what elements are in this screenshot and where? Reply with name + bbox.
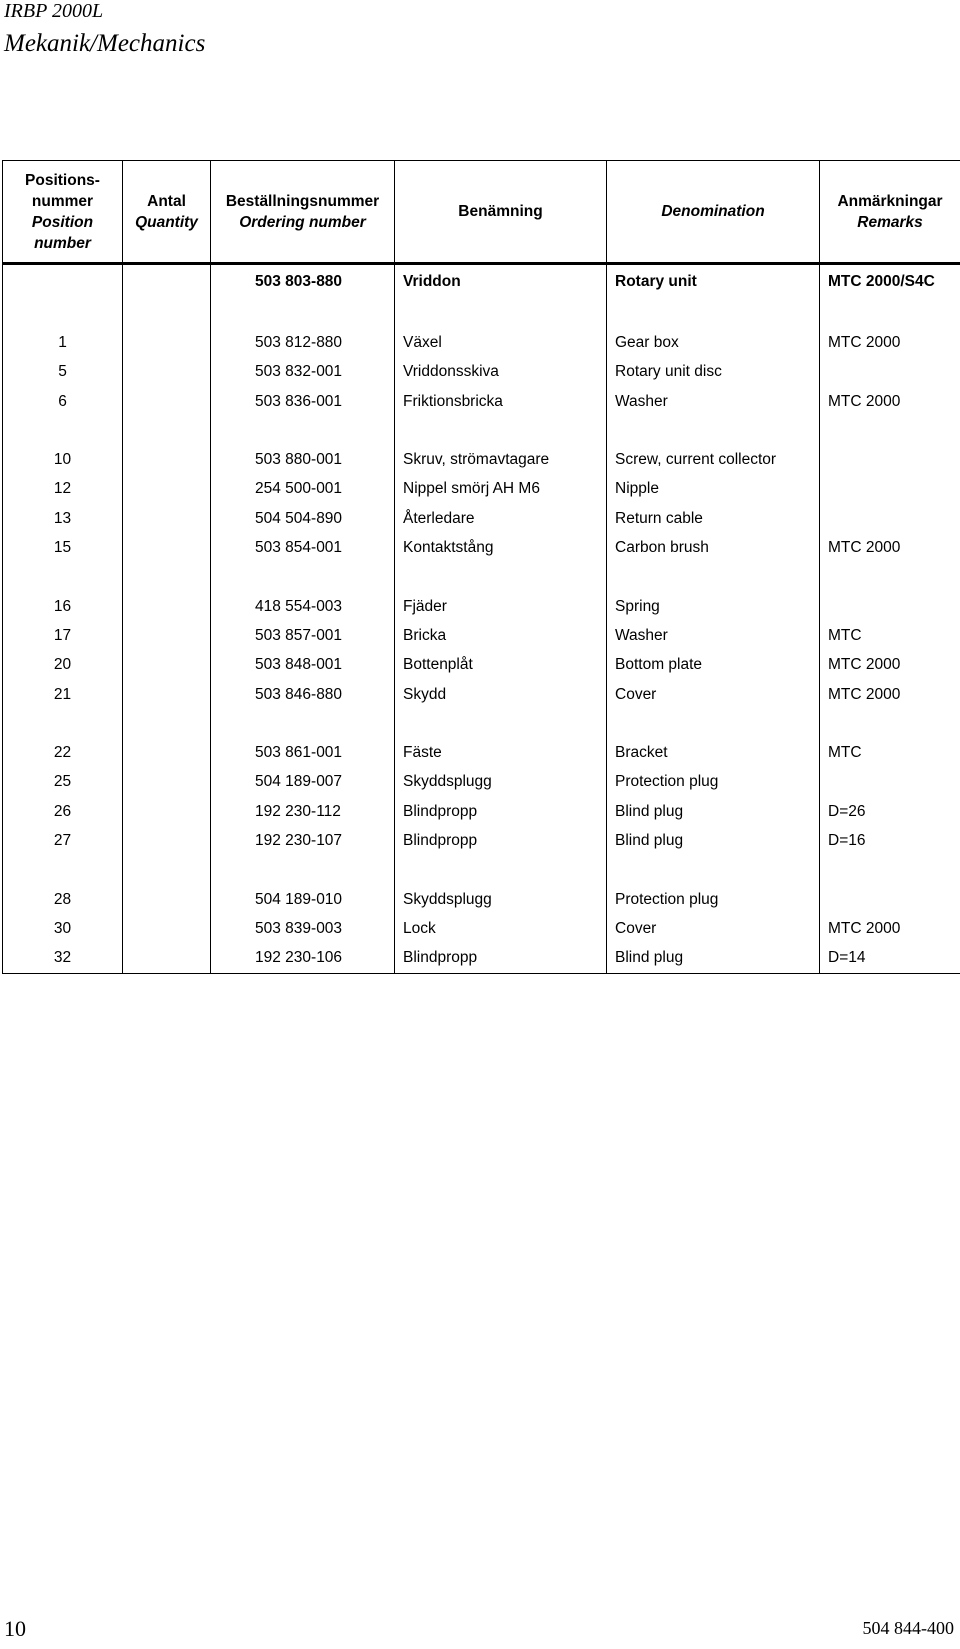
cell-ordering-number: 503 803-880 (211, 264, 395, 300)
cell-position (3, 264, 123, 300)
table-row (3, 533, 960, 562)
section-title: Mekanik/Mechanics (4, 30, 206, 57)
cell-quantity (123, 592, 211, 621)
table-row (3, 592, 960, 621)
cell-benamning: Bottenplåt (395, 651, 607, 680)
cell-position: 26 (3, 797, 123, 826)
cell-benamning: Vriddonsskiva (395, 358, 607, 387)
spacer-cell (211, 416, 395, 445)
spacer-cell (123, 563, 211, 592)
cell-remarks: D=26 (820, 797, 960, 826)
cell-ordering-number: 503 848-001 (211, 651, 395, 680)
spacer-row (3, 709, 960, 738)
document-header (4, 0, 205, 60)
cell-benamning: Återledare (395, 504, 607, 533)
spacer-cell (607, 856, 820, 885)
cell-ordering-number: 503 861-001 (211, 738, 395, 767)
cell-position: 30 (3, 914, 123, 943)
cell-ordering-number: 503 836-001 (211, 387, 395, 416)
cell-benamning: Blindpropp (395, 944, 607, 974)
spacer-cell (395, 416, 607, 445)
cell-quantity (123, 738, 211, 767)
spacer-cell (123, 416, 211, 445)
table-row (3, 826, 960, 855)
cell-position: 5 (3, 358, 123, 387)
cell-denomination: Washer (607, 387, 820, 416)
table-row (3, 680, 960, 709)
cell-benamning: Blindpropp (395, 797, 607, 826)
table-row (3, 445, 960, 474)
cell-position: 10 (3, 445, 123, 474)
cell-quantity (123, 651, 211, 680)
cell-benamning: Skruv, strömavtagare (395, 445, 607, 474)
spacer-cell (395, 563, 607, 592)
cell-benamning: Blindpropp (395, 826, 607, 855)
cell-denomination: Rotary unit disc (607, 358, 820, 387)
cell-remarks: MTC 2000/S4C (820, 264, 960, 300)
cell-remarks (820, 475, 960, 504)
spacer-cell (607, 299, 820, 328)
cell-remarks (820, 592, 960, 621)
cell-ordering-number: 418 554-003 (211, 592, 395, 621)
table-row (3, 651, 960, 680)
cell-quantity (123, 797, 211, 826)
table-row (3, 328, 960, 357)
cell-quantity (123, 328, 211, 357)
cell-benamning: Bricka (395, 621, 607, 650)
cell-ordering-number: 254 500-001 (211, 475, 395, 504)
spacer-cell (211, 709, 395, 738)
spacer-cell (820, 856, 960, 885)
spacer-cell (607, 416, 820, 445)
cell-quantity (123, 768, 211, 797)
product-name: IRBP 2000L (4, 0, 104, 22)
cell-benamning: Fjäder (395, 592, 607, 621)
parts-table-body (3, 264, 960, 974)
cell-denomination: Blind plug (607, 944, 820, 974)
spacer-cell (607, 709, 820, 738)
cell-remarks (820, 768, 960, 797)
cell-ordering-number: 504 504-890 (211, 504, 395, 533)
cell-quantity (123, 826, 211, 855)
cell-remarks: D=16 (820, 826, 960, 855)
cell-quantity (123, 533, 211, 562)
cell-ordering-number: 504 189-010 (211, 885, 395, 914)
cell-denomination: Cover (607, 914, 820, 943)
table-row (3, 387, 960, 416)
cell-ordering-number: 503 880-001 (211, 445, 395, 474)
cell-benamning: Växel (395, 328, 607, 357)
cell-ordering-number: 192 230-106 (211, 944, 395, 974)
cell-remarks: MTC 2000 (820, 651, 960, 680)
cell-denomination: Rotary unit (607, 264, 820, 300)
cell-position: 12 (3, 475, 123, 504)
cell-ordering-number: 504 189-007 (211, 768, 395, 797)
cell-denomination: Cover (607, 680, 820, 709)
spacer-cell (3, 856, 123, 885)
cell-denomination: Carbon brush (607, 533, 820, 562)
spacer-cell (123, 709, 211, 738)
spacer-cell (123, 856, 211, 885)
cell-ordering-number: 503 854-001 (211, 533, 395, 562)
spacer-cell (211, 563, 395, 592)
cell-quantity (123, 944, 211, 974)
spacer-cell (3, 416, 123, 445)
parts-table-header (3, 161, 960, 264)
table-row (3, 738, 960, 767)
cell-benamning: Skydd (395, 680, 607, 709)
cell-benamning: Skyddsplugg (395, 768, 607, 797)
spacer-cell (395, 709, 607, 738)
cell-quantity (123, 885, 211, 914)
cell-denomination: Bracket (607, 738, 820, 767)
cell-quantity (123, 475, 211, 504)
cell-quantity (123, 504, 211, 533)
spacer-cell (395, 856, 607, 885)
spacer-cell (395, 299, 607, 328)
cell-benamning: Kontaktstång (395, 533, 607, 562)
cell-ordering-number: 192 230-107 (211, 826, 395, 855)
table-row (3, 264, 960, 300)
cell-benamning: Nippel smörj AH M6 (395, 475, 607, 504)
cell-remarks (820, 445, 960, 474)
cell-denomination: Protection plug (607, 885, 820, 914)
header-benamning: Benämning (395, 161, 607, 264)
cell-remarks (820, 885, 960, 914)
cell-benamning: Friktionsbricka (395, 387, 607, 416)
cell-remarks: D=14 (820, 944, 960, 974)
cell-position: 32 (3, 944, 123, 974)
cell-position: 20 (3, 651, 123, 680)
cell-denomination: Bottom plate (607, 651, 820, 680)
cell-quantity (123, 914, 211, 943)
spacer-cell (820, 709, 960, 738)
spacer-row (3, 856, 960, 885)
cell-remarks: MTC 2000 (820, 533, 960, 562)
table-row (3, 944, 960, 974)
table-row (3, 621, 960, 650)
cell-benamning: Vriddon (395, 264, 607, 300)
cell-benamning: Fäste (395, 738, 607, 767)
table-row (3, 475, 960, 504)
spacer-cell (211, 856, 395, 885)
header-quantity: Antal Quantity (123, 161, 211, 264)
cell-position: 6 (3, 387, 123, 416)
cell-ordering-number: 503 857-001 (211, 621, 395, 650)
cell-position: 13 (3, 504, 123, 533)
table-row (3, 797, 960, 826)
cell-ordering-number: 503 832-001 (211, 358, 395, 387)
cell-position: 22 (3, 738, 123, 767)
cell-remarks (820, 358, 960, 387)
table-row (3, 768, 960, 797)
cell-position: 27 (3, 826, 123, 855)
page-number: 10 (4, 1616, 26, 1641)
cell-remarks: MTC 2000 (820, 914, 960, 943)
cell-denomination: Gear box (607, 328, 820, 357)
document-number: 504 844-400 (862, 1618, 954, 1638)
spacer-cell (820, 563, 960, 592)
header-ordering-number: Beställningsnummer Ordering number (211, 161, 395, 264)
cell-denomination: Blind plug (607, 826, 820, 855)
spacer-cell (123, 299, 211, 328)
cell-quantity (123, 264, 211, 300)
spacer-row (3, 299, 960, 328)
table-row (3, 885, 960, 914)
cell-quantity (123, 445, 211, 474)
cell-ordering-number: 503 846-880 (211, 680, 395, 709)
header-denomination: Denomination (607, 161, 820, 264)
cell-denomination: Protection plug (607, 768, 820, 797)
cell-remarks: MTC 2000 (820, 680, 960, 709)
cell-position: 28 (3, 885, 123, 914)
cell-benamning: Lock (395, 914, 607, 943)
spacer-cell (3, 299, 123, 328)
cell-position: 25 (3, 768, 123, 797)
cell-position: 1 (3, 328, 123, 357)
cell-quantity (123, 680, 211, 709)
cell-remarks: MTC 2000 (820, 387, 960, 416)
spacer-cell (820, 299, 960, 328)
cell-ordering-number: 192 230-112 (211, 797, 395, 826)
spacer-row (3, 563, 960, 592)
cell-remarks: MTC (820, 738, 960, 767)
cell-denomination: Nipple (607, 475, 820, 504)
cell-remarks: MTC (820, 621, 960, 650)
table-row (3, 358, 960, 387)
header-remarks: Anmärkningar Remarks (820, 161, 960, 264)
cell-position: 21 (3, 680, 123, 709)
cell-denomination: Screw, current collector (607, 445, 820, 474)
cell-quantity (123, 387, 211, 416)
cell-quantity (123, 621, 211, 650)
parts-table (2, 160, 960, 974)
cell-ordering-number: 503 812-880 (211, 328, 395, 357)
cell-denomination: Return cable (607, 504, 820, 533)
spacer-cell (607, 563, 820, 592)
cell-benamning: Skyddsplugg (395, 885, 607, 914)
cell-denomination: Washer (607, 621, 820, 650)
cell-ordering-number: 503 839-003 (211, 914, 395, 943)
cell-denomination: Spring (607, 592, 820, 621)
cell-denomination: Blind plug (607, 797, 820, 826)
cell-quantity (123, 358, 211, 387)
header-position: Positions- nummer Position number (3, 161, 123, 264)
spacer-row (3, 416, 960, 445)
cell-remarks: MTC 2000 (820, 328, 960, 357)
spacer-cell (3, 709, 123, 738)
cell-position: 16 (3, 592, 123, 621)
table-row (3, 504, 960, 533)
spacer-cell (820, 416, 960, 445)
cell-position: 17 (3, 621, 123, 650)
cell-remarks (820, 504, 960, 533)
spacer-cell (211, 299, 395, 328)
cell-position: 15 (3, 533, 123, 562)
table-row (3, 914, 960, 943)
spacer-cell (3, 563, 123, 592)
